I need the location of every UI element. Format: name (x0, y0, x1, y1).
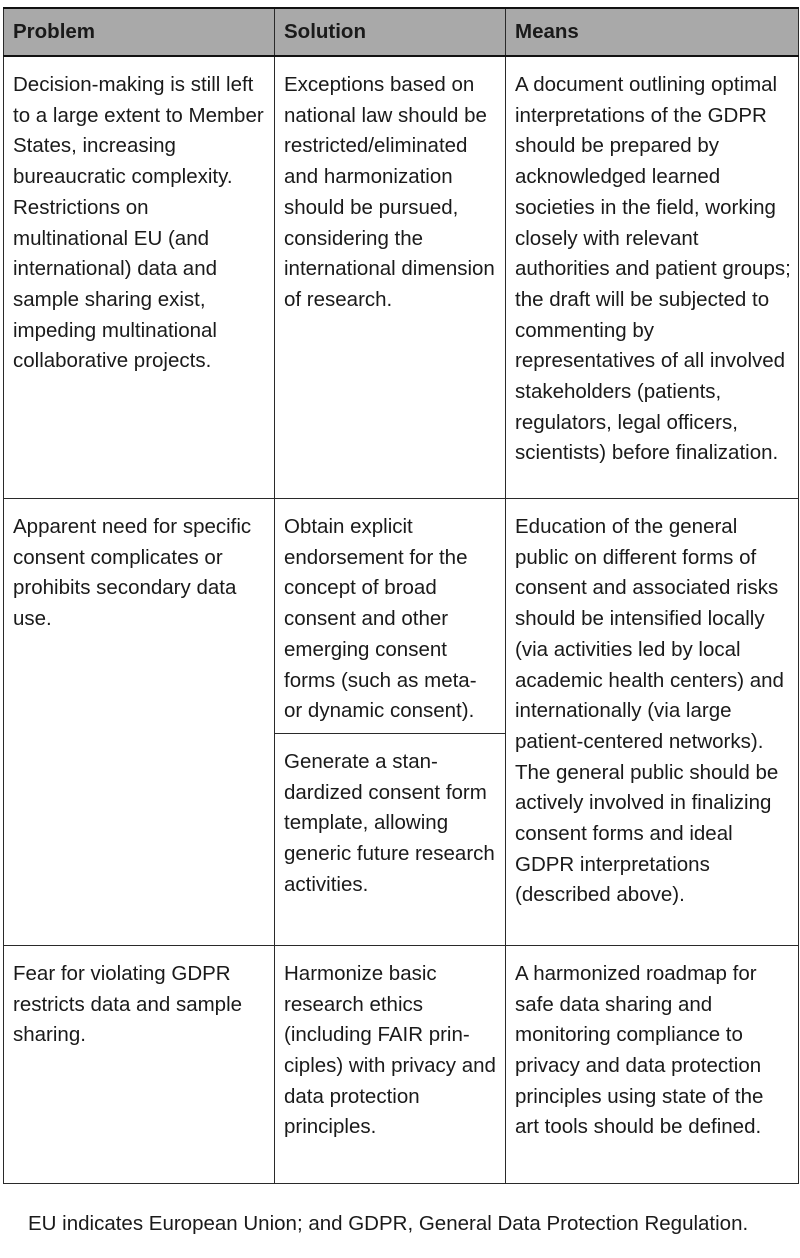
cell-solution: Obtain explicit endorsement for the concept of broad consent and other emerging consent forms (such as meta- or dynamic consent). (275, 499, 506, 734)
header-solution: Solution (275, 8, 506, 56)
table-header-row (4, 8, 799, 56)
cell-solution: Exceptions based on national law should be restricted/eliminated and harmonization should be pursued, considering the international dimension of research. (275, 56, 506, 499)
cell-solution: Harmonize basic research ethics (including FAIR principles) with privacy and data protection principles. (275, 945, 506, 1183)
cell-problem: Apparent need for specific consent complicates or prohibits secondary data use. (4, 499, 275, 946)
table-footnote: EU indicates European Union; and GDPR, General Data Protection Regulation. (28, 1212, 749, 1235)
cell-problem: Fear for violating GDPR restricts data and sample sharing. (4, 945, 275, 1183)
cell-means: A harmonized roadmap for safe data sharing and monitoring compliance to privacy and data protection principles using state of the art tools should be defined. (506, 945, 799, 1183)
cell-solution: Generate a standardized consent form template, allowing generic future research activities. (275, 733, 506, 945)
table-row (4, 499, 799, 734)
problem-solution-table (3, 7, 799, 1184)
cell-means: A document outlining optimal interpretations of the GDPR should be prepared by acknowledged learned societies in the field, working closely with relevant authorities and patient groups; the draft will be subjected to commenting by representatives of all involved stakeholders (patients, regulators, legal officers, scientists) before finalization. (506, 56, 799, 499)
cell-problem: Decision-making is still left to a large extent to Member States, increasing bureaucratic complexity. Restrictions on multinational EU (and international) data and sample sharing exist, impeding multinational collaborative projects. (4, 56, 275, 499)
cell-means: Education of the general public on different forms of consent and associated risks should be intensified locally (via activities led by local academic health centers) and internationally (via large patient-centered networks). The general public should be actively involved in finalizing consent forms and ideal GDPR interpretations (described above). (506, 499, 799, 946)
table-row (4, 945, 799, 1183)
header-problem: Problem (4, 8, 275, 56)
table-row (4, 56, 799, 499)
header-means: Means (506, 8, 799, 56)
